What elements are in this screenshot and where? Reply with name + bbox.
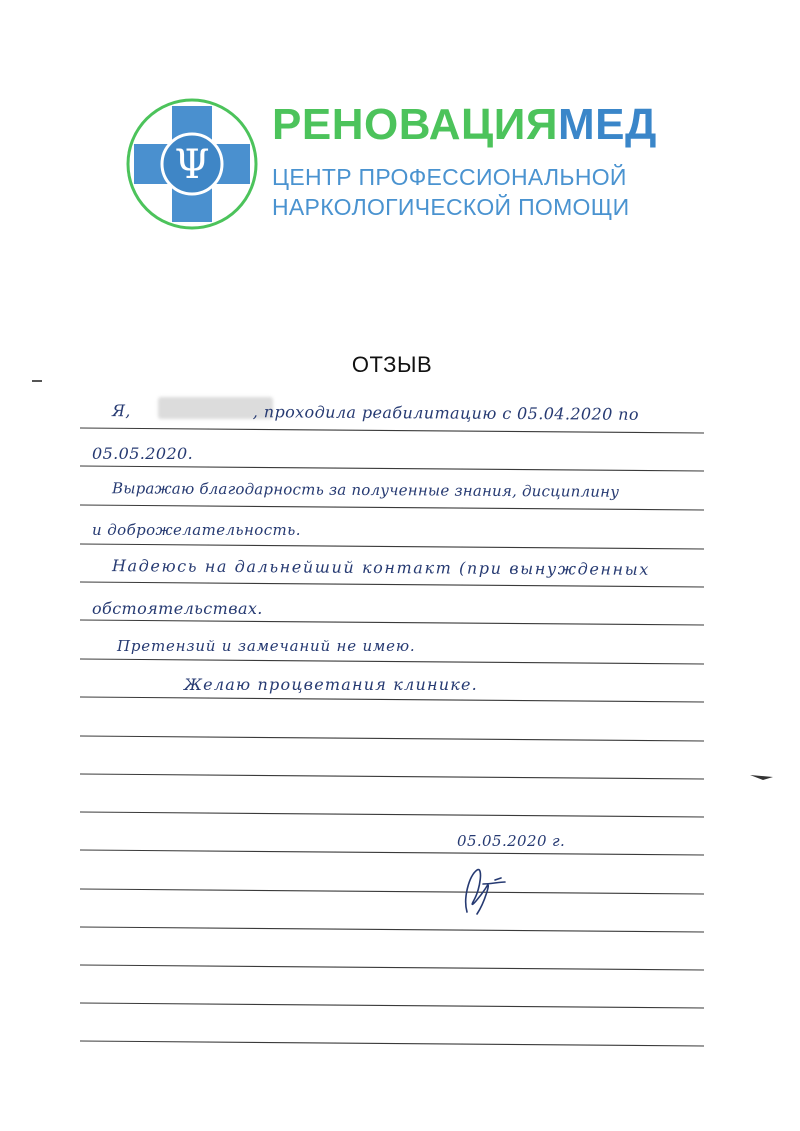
- handwritten-line: Желаю процветания клинике.: [184, 675, 478, 694]
- tagline-line-1: ЦЕНТР ПРОФЕССИОНАЛЬНОЙ: [272, 164, 627, 190]
- handwritten-line: 05.05.2020.: [92, 444, 194, 463]
- handwritten-signature: [455, 862, 515, 922]
- tagline-line-2: НАРКОЛОГИЧЕСКОЙ ПОМОЩИ: [272, 194, 630, 220]
- svg-text:Ψ: Ψ: [174, 142, 210, 188]
- ruled-line: [80, 620, 704, 625]
- handwritten-line: [112, 401, 639, 424]
- ruled-line: [80, 889, 704, 894]
- ruled-line: [80, 774, 704, 779]
- handwritten-fragment: Я,: [111, 401, 131, 421]
- ruled-line: [80, 965, 704, 970]
- ruled-line: [80, 736, 704, 741]
- document-title: ОТЗЫВ: [351, 352, 433, 377]
- handwritten-line: Претензий и замечаний не имею.: [117, 637, 416, 655]
- ruled-line: [80, 1003, 704, 1008]
- ruled-line: [80, 544, 704, 549]
- ruled-line: [80, 466, 704, 471]
- handwritten-date: 05.05.2020 г.: [457, 832, 566, 850]
- ruled-line: [80, 428, 704, 433]
- brand-name-part2: МЕД: [557, 100, 657, 149]
- handwritten-line: Выражаю благодарность за полученные знания, дисциплину: [111, 479, 620, 501]
- ruled-line: [80, 582, 704, 587]
- ruled-line: [80, 927, 704, 932]
- handwritten-fragment: , проходила реабилитацию с 05.04.2020 по: [252, 402, 639, 424]
- ruled-line: [80, 850, 704, 855]
- handwritten-line: обстоятельствах.: [92, 599, 263, 618]
- ruled-line: [80, 1041, 704, 1046]
- handwritten-line: и доброжелательность.: [92, 521, 301, 539]
- brand-name-part1: РЕНОВАЦИЯ: [272, 100, 558, 149]
- ruled-line: [80, 505, 704, 510]
- ink-speck: [749, 771, 775, 781]
- ruled-line: [80, 697, 704, 702]
- handwritten-line: Надеюсь на дальнейший контакт (при вынужденных: [111, 556, 651, 579]
- ruled-line: [80, 659, 704, 664]
- ruled-line: [80, 812, 704, 817]
